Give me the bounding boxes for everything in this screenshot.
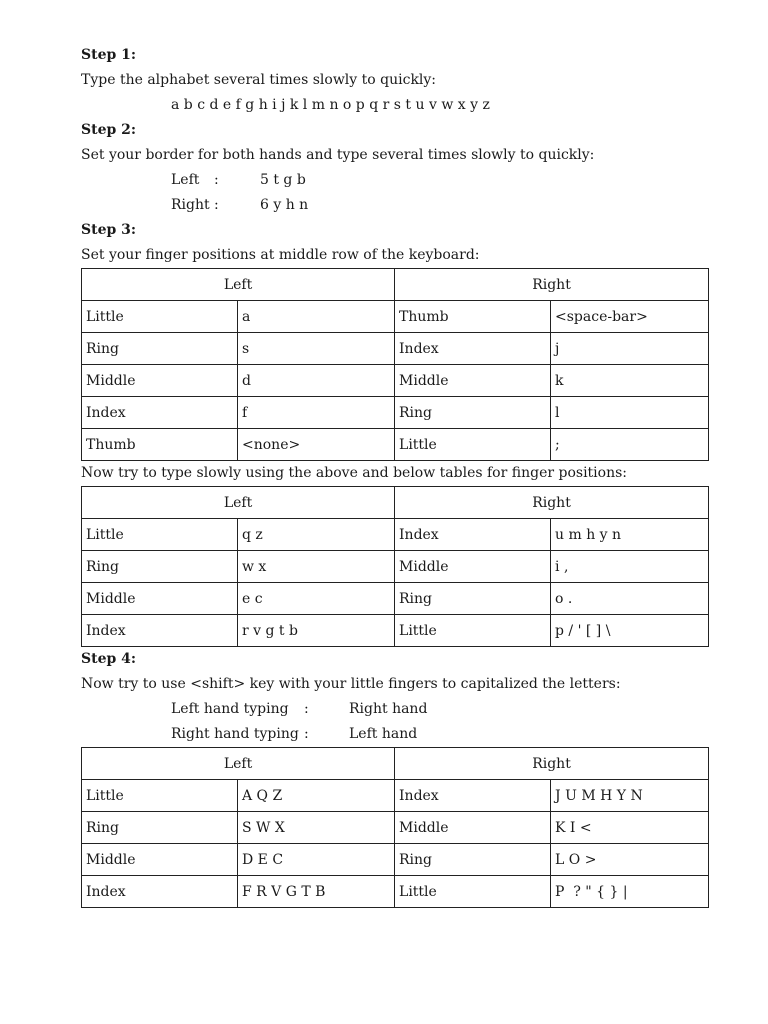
right-keys: i , <box>551 551 709 583</box>
table-row <box>82 812 709 844</box>
table-row <box>82 301 709 333</box>
table-header-row <box>82 748 709 780</box>
right-finger: Little <box>395 876 551 908</box>
right-keys: l <box>551 397 709 429</box>
right-finger: Little <box>395 615 551 647</box>
right-header: Right <box>395 269 709 301</box>
left-header: Left <box>82 748 395 780</box>
table-row <box>82 519 709 551</box>
shift-typing-label: Left hand typing <box>171 701 289 717</box>
left-keys: s <box>238 333 395 365</box>
right-keys: o . <box>551 583 709 615</box>
left-keys: r v g t b <box>238 615 395 647</box>
left-keys: e c <box>238 583 395 615</box>
right-keys: <space-bar> <box>551 301 709 333</box>
left-finger: Middle <box>82 583 238 615</box>
left-keys: q z <box>238 519 395 551</box>
right-finger: Index <box>395 780 551 812</box>
right-keys: P ? " { } | <box>551 876 709 908</box>
border-keys: 6 y h n <box>260 197 309 213</box>
shift-row-right-typing <box>81 722 708 747</box>
right-finger: Index <box>395 519 551 551</box>
left-keys: <none> <box>238 429 395 461</box>
left-keys: f <box>238 397 395 429</box>
step3-title: Step 3: <box>81 222 137 238</box>
border-row-right <box>81 193 708 218</box>
right-keys: L O > <box>551 844 709 876</box>
table-row <box>82 583 709 615</box>
border-colon: : <box>214 197 219 213</box>
shift-row-left-typing <box>81 697 708 722</box>
step4-title: Step 4: <box>81 651 137 667</box>
right-keys: u m h y n <box>551 519 709 551</box>
right-header: Right <box>395 487 709 519</box>
right-keys: j <box>551 333 709 365</box>
border-hand-label: Left <box>171 172 200 188</box>
left-header: Left <box>82 487 395 519</box>
left-keys: d <box>238 365 395 397</box>
step1-instruction: Type the alphabet several times slowly to quickly: <box>81 72 437 88</box>
left-finger: Index <box>82 615 238 647</box>
home-row-table <box>81 268 709 461</box>
left-finger: Thumb <box>82 429 238 461</box>
table-row <box>82 844 709 876</box>
table-row <box>82 333 709 365</box>
alphabet-line: a b c d e f g h i j k l m n o p q r s t u v w x y z <box>171 97 490 113</box>
right-keys: ; <box>551 429 709 461</box>
step3-instruction-2: Now try to type slowly using the above and below tables for finger positions: <box>81 465 627 481</box>
right-keys: p / ' [ ] \ <box>551 615 709 647</box>
shift-colon: : <box>304 701 309 717</box>
right-finger: Middle <box>395 812 551 844</box>
shift-colon: : <box>304 726 309 742</box>
left-keys: A Q Z <box>238 780 395 812</box>
right-finger: Thumb <box>395 301 551 333</box>
right-finger: Ring <box>395 397 551 429</box>
table-row <box>82 397 709 429</box>
shift-hand: Right hand <box>349 701 428 717</box>
right-finger: Index <box>395 333 551 365</box>
table-header-row <box>82 487 709 519</box>
left-finger: Little <box>82 780 238 812</box>
right-finger: Ring <box>395 844 551 876</box>
left-header: Left <box>82 269 395 301</box>
left-keys: F R V G T B <box>238 876 395 908</box>
left-keys: D E C <box>238 844 395 876</box>
left-finger: Ring <box>82 812 238 844</box>
border-hand-label: Right <box>171 197 210 213</box>
left-finger: Index <box>82 876 238 908</box>
left-finger: Ring <box>82 551 238 583</box>
right-finger: Middle <box>395 365 551 397</box>
left-keys: w x <box>238 551 395 583</box>
left-finger: Ring <box>82 333 238 365</box>
table-header-row <box>82 269 709 301</box>
table-row <box>82 615 709 647</box>
right-keys: J U M H Y N <box>551 780 709 812</box>
left-finger: Little <box>82 519 238 551</box>
left-finger: Little <box>82 301 238 333</box>
right-keys: K I < <box>551 812 709 844</box>
left-finger: Index <box>82 397 238 429</box>
left-finger: Middle <box>82 365 238 397</box>
border-row-left <box>81 168 708 193</box>
right-header: Right <box>395 748 709 780</box>
table-row <box>82 551 709 583</box>
left-keys: S W X <box>238 812 395 844</box>
table-row <box>82 780 709 812</box>
left-keys: a <box>238 301 395 333</box>
right-finger: Middle <box>395 551 551 583</box>
table-row <box>82 876 709 908</box>
right-finger: Ring <box>395 583 551 615</box>
right-keys: k <box>551 365 709 397</box>
table-row <box>82 429 709 461</box>
right-finger: Little <box>395 429 551 461</box>
table-row <box>82 365 709 397</box>
shift-typing-label: Right hand typing <box>171 726 299 742</box>
left-finger: Middle <box>82 844 238 876</box>
step4-instruction: Now try to use <shift> key with your little fingers to capitalized the letters: <box>81 676 621 692</box>
step2-title: Step 2: <box>81 122 137 138</box>
step3-instruction: Set your finger positions at middle row of the keyboard: <box>81 247 480 263</box>
border-colon: : <box>214 172 219 188</box>
capital-letters-table <box>81 747 709 908</box>
document-page <box>81 43 708 908</box>
step1-title: Step 1: <box>81 47 137 63</box>
finger-position-table <box>81 486 709 647</box>
step2-instruction: Set your border for both hands and type several times slowly to quickly: <box>81 147 595 163</box>
shift-hand: Left hand <box>349 726 418 742</box>
border-keys: 5 t g b <box>260 172 306 188</box>
